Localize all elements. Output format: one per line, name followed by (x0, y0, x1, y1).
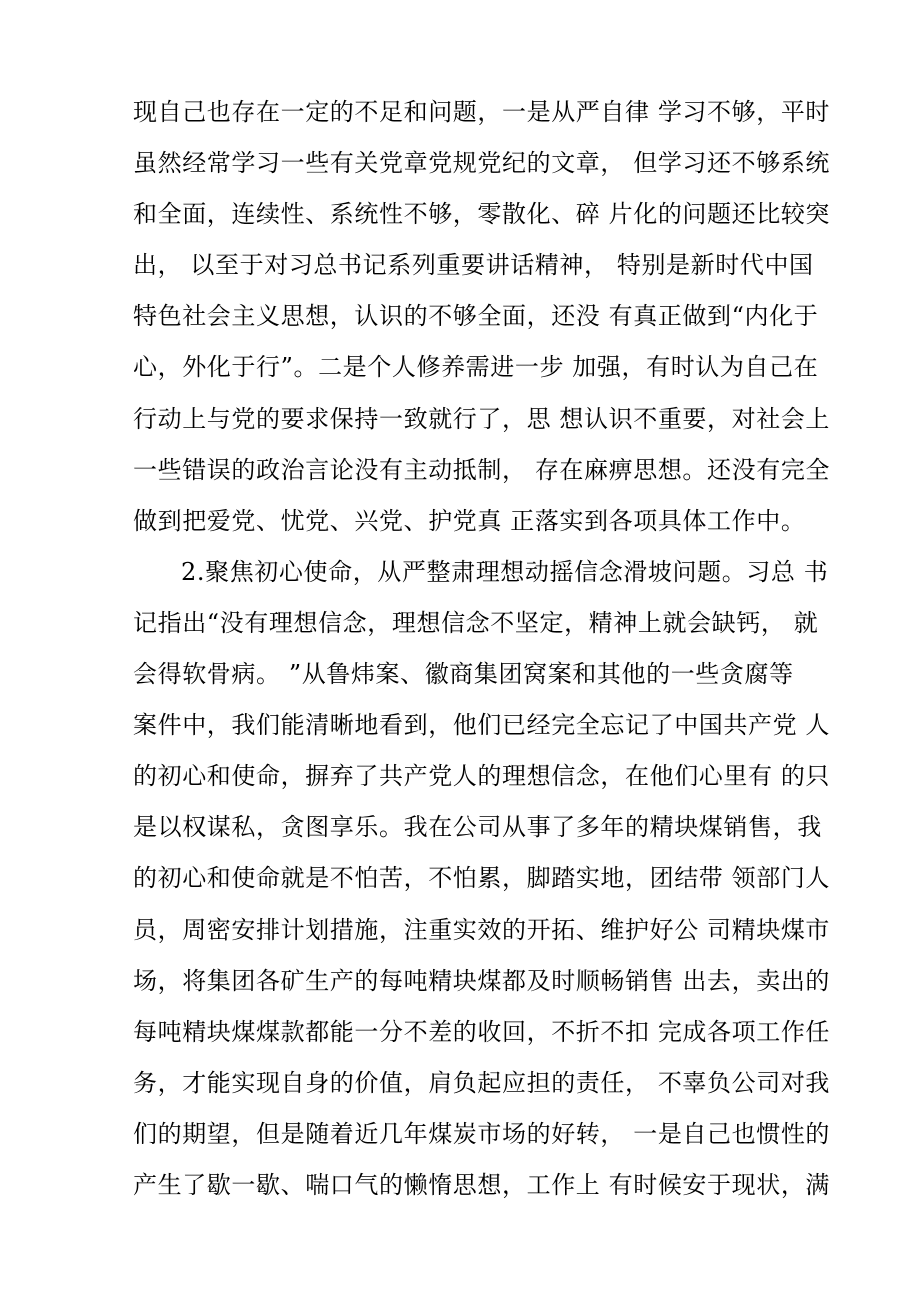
text-line: 心，外化于行”。二是个人修养需进一步 加强，有时认为自己在 (133, 353, 819, 382)
text-line: 特色社会主义思想，认识的不够全面，还没 有真正做到“内化于 (133, 302, 819, 331)
text-line: 行动上与党的要求保持一致就行了，思 想认识不重要，对社会上 (133, 404, 831, 433)
text-line: 出， 以至于对习总书记系列重要讲话精神， 特别是新时代中国 (133, 251, 814, 280)
text-line: 现自己也存在一定的不足和问题，一是从严自律 学习不够，平时 (133, 98, 831, 126)
text-line: 案件中，我们能清晰地看到，他们已经完全忘记了中国共产党 人 (133, 711, 831, 740)
text-line: 务，才能实现自身的价值，肩负起应担的责任， 不辜负公司对我 (133, 1068, 831, 1097)
text-line: 和全面，连续性、系统性不够，零散化、碎 片化的问题还比较突 (133, 200, 831, 229)
text-line: 的初心和使命就是不怕苦，不怕累，脚踏实地，团结带 领部门人 (133, 864, 831, 893)
document-body (133, 94, 833, 1218)
text-line: 们的期望，但是随着近几年煤炭市场的好转， 一是自己也惯性的 (133, 1119, 831, 1148)
text-line: 员，周密安排计划措施，注重实效的开拓、维护好公 司精块煤市 (133, 915, 831, 944)
text-line: 会得软骨病。 ”从鲁炜案、徽商集团窝案和其他的一些贪腐等 (133, 660, 794, 689)
paragraph-start-line: 2.聚焦初心使命，从严整肃理想动摇信念滑坡问题。习总 书 (181, 557, 829, 586)
text-line: 场，将集团各矿生产的每吨精块煤都及时顺畅销售 出去，卖出的 (133, 966, 831, 995)
text-line: 产生了歇一歇、喘口气的懒惰思想，工作上 有时候安于现状，满 (133, 1170, 831, 1199)
text-line: 记指出“没有理想信念，理想信念不坚定，精神上就会缺钙， 就 (133, 608, 819, 637)
text-line: 虽然经常学习一些有关党章党规党纪的文章， 但学习还不够系统 (133, 149, 831, 178)
text-line: 的初心和使命，摒弃了共产党人的理想信念，在他们心里有 的只 (133, 762, 831, 791)
text-line: 每吨精块煤煤款都能一分不差的收回，不折不扣 完成各项工作任 (133, 1017, 831, 1046)
text-line: 做到把爱党、忧党、兴党、护党真 正落实到各项具体工作中。 (133, 506, 806, 535)
text-line: 一些错误的政治言论没有主动抵制， 存在麻痹思想。还没有完全 (133, 455, 831, 484)
text-line: 是以权谋私，贪图享乐。我在公司从事了多年的精块煤销售，我 (133, 813, 822, 842)
